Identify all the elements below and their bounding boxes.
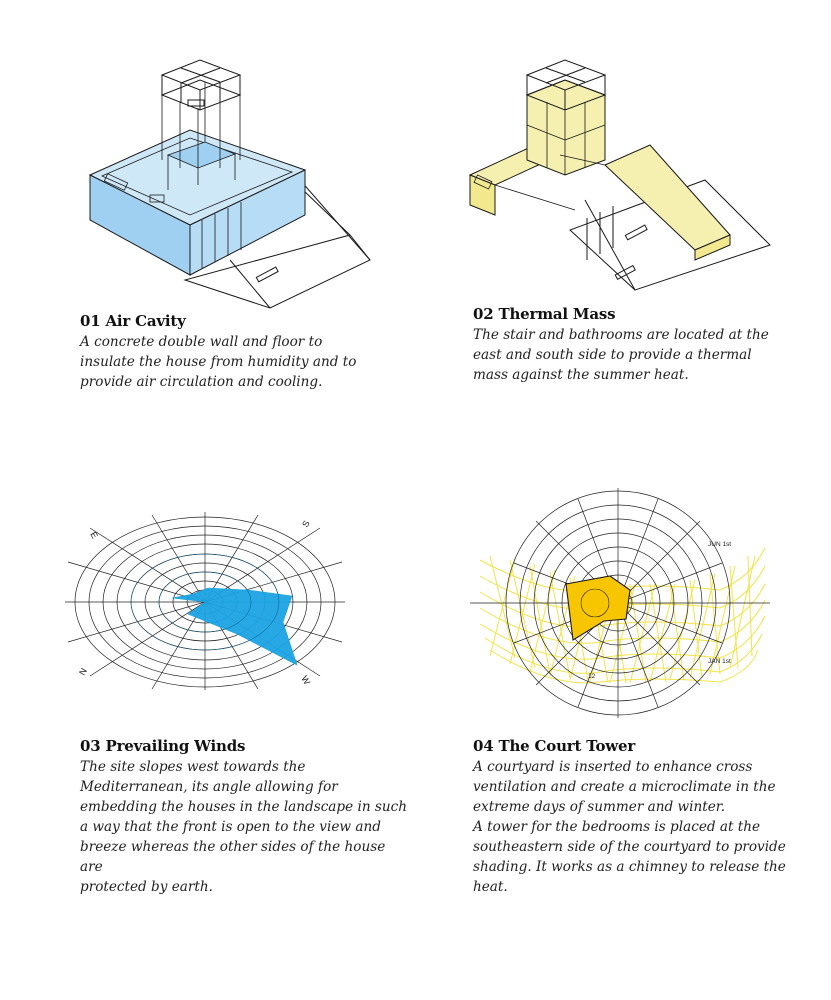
compass-label-w: W: [299, 674, 313, 687]
label-noon: 12: [588, 673, 596, 680]
caption-prevailing-winds: [80, 737, 410, 897]
label-jan-1st: JAN 1st: [708, 658, 731, 665]
wind-frequency-shape: [172, 588, 297, 665]
caption-thermal-mass: [473, 305, 803, 385]
sun-path-diagram: [470, 478, 770, 718]
panel-description: A concrete double wall and floor to insulate the house from humidity and to provide air circulation and cooling.: [80, 334, 357, 390]
wind-rose-diagram: [60, 510, 360, 690]
panel-description: A courtyard is inserted to enhance cross ventilation and create a microclimate in the extreme days of summer and winter. A tower for the bedrooms is placed at the southeastern side of the courtyard to provide shading. It works as a chimney to release the heat.: [473, 759, 786, 895]
caption-court-tower: [473, 737, 823, 897]
compass-label-s: S: [300, 518, 312, 529]
compass-label-n: N: [77, 666, 89, 677]
air-cavity-diagram: [80, 50, 390, 310]
panel-title: 04 The Court Tower: [473, 737, 636, 755]
panel-title: 01 Air Cavity: [80, 312, 186, 330]
panel-description: The stair and bathrooms are located at the east and south side to provide a thermal mass against the summer heat.: [473, 327, 769, 383]
panel-title: 03 Prevailing Winds: [80, 737, 246, 755]
tower-glass-cube: [162, 60, 240, 110]
court-tower-shadow: [566, 576, 630, 640]
label-jun-1st: JUN 1st: [708, 541, 732, 548]
thermal-mass-tower: [527, 80, 605, 175]
caption-air-cavity: [80, 312, 400, 392]
compass-label-e: E: [88, 530, 100, 541]
panel-description: The site slopes west towards the Mediterranean, its angle allowing for embedding the houses in the landscape in such a way that the front is open to the view and breeze whereas the other sides of the house are protected by earth.: [80, 759, 408, 895]
panel-title: 02 Thermal Mass: [473, 305, 616, 323]
thermal-mass-diagram: [465, 50, 775, 310]
